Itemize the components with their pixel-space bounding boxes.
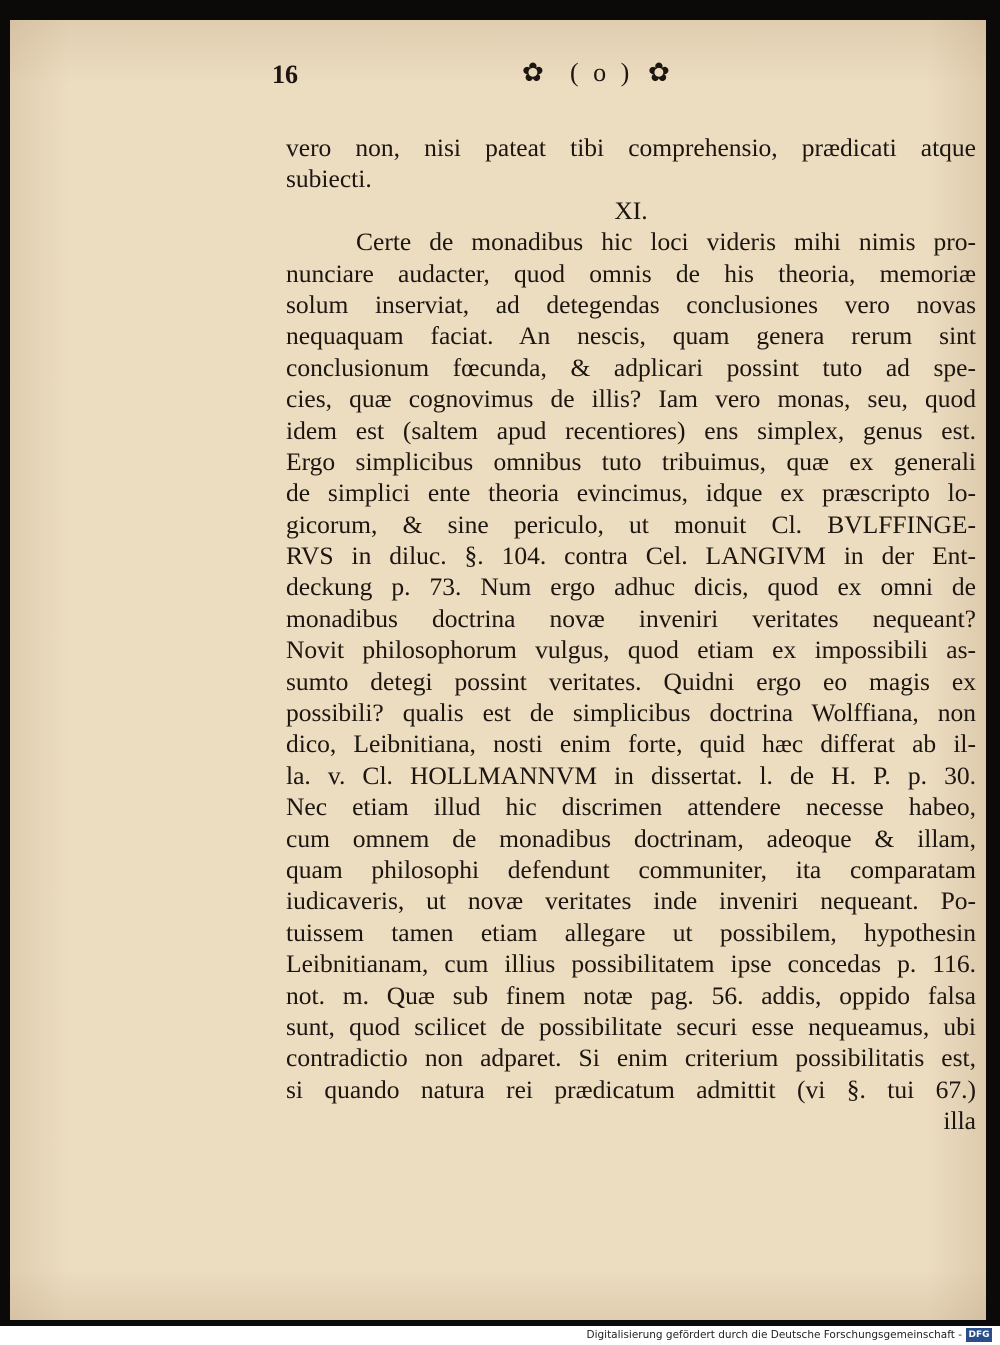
text-line: idem est (saltem apud recentiores) ens simplex, genus est. bbox=[286, 415, 976, 445]
page-header bbox=[260, 56, 950, 90]
text-line: sumto detegi possint veritates. Quidni ergo eo magis ex bbox=[286, 666, 976, 696]
section-heading: XI. bbox=[614, 195, 648, 225]
footer-bar bbox=[0, 1326, 1000, 1345]
text-line: possibili? qualis est de simplicibus doctrina Wolffiana, non bbox=[286, 698, 976, 728]
text-line: Novit philosophorum vulgus, quod etiam ex impossibili as- bbox=[286, 635, 976, 665]
body-text bbox=[286, 132, 976, 1137]
text-line: gicorum, & sine periculo, ut monuit Cl. BVLFFINGE- bbox=[286, 509, 976, 539]
text-line: solum inserviat, ad detegendas conclusiones vero novas bbox=[286, 289, 976, 319]
flower-ornament-icon: ✿ bbox=[522, 58, 544, 87]
text-line: tuissem tamen etiam allegare ut possibilem, hypothesin bbox=[286, 917, 976, 947]
flower-ornament-icon: ✿ bbox=[648, 58, 670, 87]
text-line: quam philosophi defendunt communiter, ita comparatam bbox=[286, 854, 976, 884]
header-signature-mark: ( o ) bbox=[570, 58, 634, 87]
book-page bbox=[10, 20, 986, 1320]
funding-credit: Digitalisierung gefördert durch die Deutsche Forschungsgemeinschaft - bbox=[586, 1329, 962, 1341]
text-line: contradictio non adparet. Si enim criterium possibilitatis est, bbox=[286, 1043, 976, 1073]
text-line: si quando natura rei prædicatum admittit (vi §. tui 67.) bbox=[286, 1074, 976, 1104]
text-line: de simplici ente theoria evincimus, idque ex præscripto lo- bbox=[286, 478, 976, 508]
text-line: subiecti. bbox=[286, 164, 372, 194]
text-line: Certe de monadibus hic loci videris mihi nimis pro- bbox=[356, 227, 976, 257]
text-line: nunciare audacter, quod omnis de his theoria, memoriæ bbox=[286, 258, 976, 288]
text-line: RVS in diluc. §. 104. contra Cel. LANGIVM in der Ent- bbox=[286, 541, 976, 571]
catchword: illa bbox=[943, 1106, 976, 1136]
text-line: dico, Leibnitiana, nosti enim forte, quid hæc differat ab il- bbox=[286, 729, 976, 759]
text-line: Leibnitianam, cum illius possibilitatem ipse concedas p. 116. bbox=[286, 949, 976, 979]
text-line: Nec etiam illud hic discrimen attendere necesse habeo, bbox=[286, 792, 976, 822]
dfg-logo-icon: DFG bbox=[966, 1328, 992, 1342]
text-line: cies, quæ cognovimus de illis? Iam vero monas, seu, quod bbox=[286, 384, 976, 414]
text-line: not. m. Quæ sub finem notæ pag. 56. addis, oppido falsa bbox=[286, 980, 976, 1010]
text-line: Ergo simplicibus omnibus tuto tribuimus, quæ ex generali bbox=[286, 446, 976, 476]
page-number: 16 bbox=[272, 60, 298, 89]
text-line: conclusionum fœcunda, & adplicari possint tuto ad spe- bbox=[286, 352, 976, 382]
text-line: vero non, nisi pateat tibi comprehensio, prædicati atque bbox=[286, 133, 976, 162]
text-line: la. v. Cl. HOLLMANNVM in dissertat. l. de H. P. p. 30. bbox=[286, 760, 976, 790]
text-line: deckung p. 73. Num ergo adhuc dicis, quod ex omni de bbox=[286, 572, 976, 602]
text-line: monadibus doctrina novæ inveniri veritates nequeant? bbox=[286, 603, 976, 633]
text-line: cum omnem de monadibus doctrinam, adeoque & illam, bbox=[286, 823, 976, 853]
text-line: nequaquam faciat. An nescis, quam genera rerum sint bbox=[286, 321, 976, 351]
text-line: sunt, quod scilicet de possibilitate securi esse nequeamus, ubi bbox=[286, 1011, 976, 1041]
text-line: iudicaveris, ut novæ veritates inde inveniri nequeant. Po- bbox=[286, 886, 976, 916]
